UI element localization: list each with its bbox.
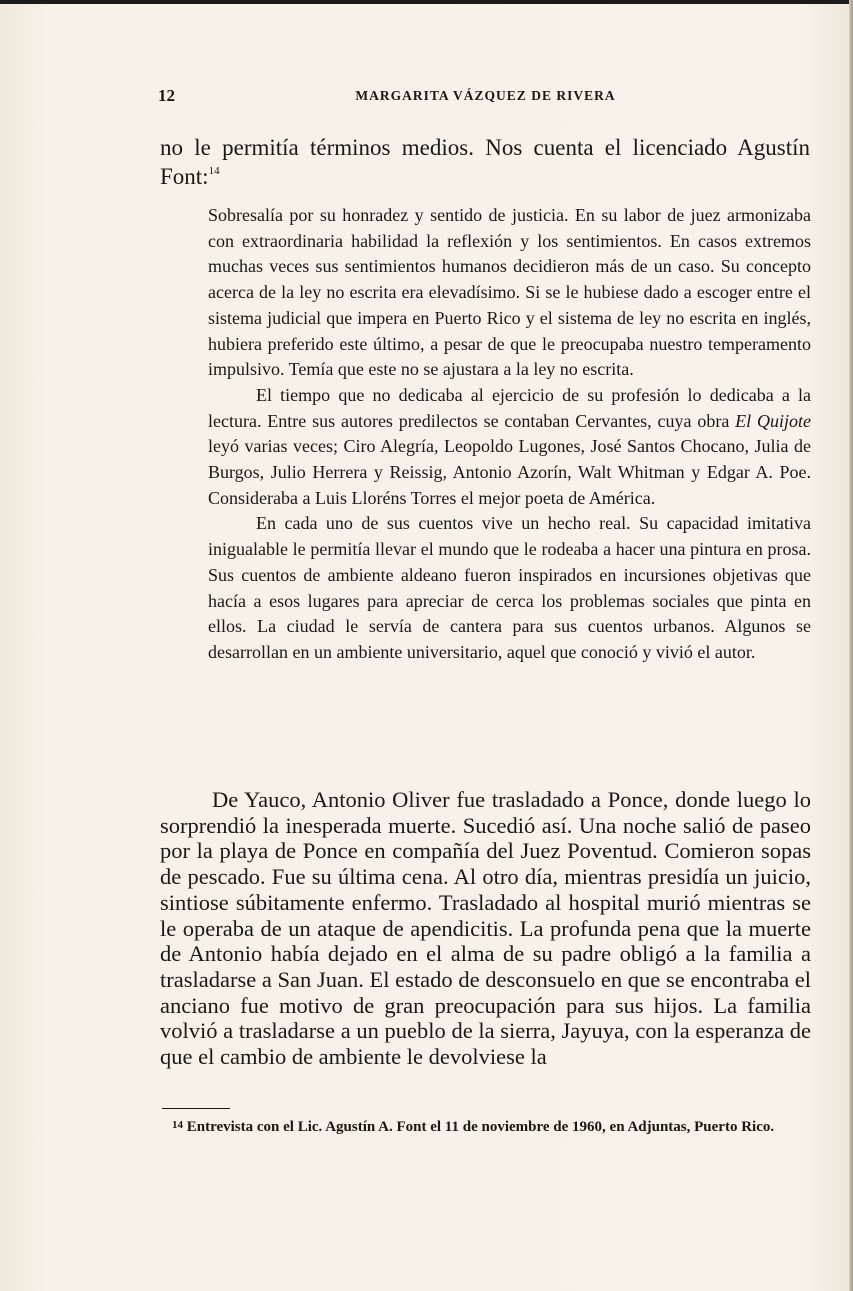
quote-paragraph-1: Sobresalía por su honradez y sentido de justicia. En su labor de juez armonizaba con extraordinaria habilidad la reflexión y los sentimientos. En casos extremos muchas veces sus sentimientos humanos decidieron más de un caso. Su concepto acerca de la ley no escrita era elevadísimo. Si se le hubiese dado a escoger entre el sistema judicial que impera en Puerto Rico y el sistema de ley no escrita en inglés, hubiera preferido este último, a pesar de que le preocupaba nuestro temperamento impulsivo. Temía que este no se ajustara a la ley no escrita. bbox=[208, 205, 811, 380]
lead-paragraph bbox=[160, 133, 810, 191]
footnote-line bbox=[162, 1115, 809, 1137]
footnote bbox=[162, 1115, 809, 1137]
main-paragraph bbox=[160, 787, 811, 1070]
quote-paragraph-2-end: leyó varias veces; Ciro Alegría, Leopoldo Lugones, José Santos Chocano, Julia de Burgos, Julio Herrera y Reissig, Antonio Azorín, Walt Whitman y Edgar A. Poe. Consideraba a Luis Lloréns Torres el mejor poeta de América. bbox=[208, 436, 811, 508]
running-head: MARGARITA VÁZQUEZ DE RIVERA bbox=[355, 88, 616, 103]
main-text: De Yauco, Antonio Oliver fue trasladado a Ponce, donde luego lo sorprendió la inesperada muerte. Sucedió así. Una noche salió de paseo por la playa de Ponce en compañía del Juez Poventud. Comieron sopas de pescado. Fue su última cena. Al otro día, mientras presidía un juicio, sintiose súbitamente enfermo. Trasladado al hospital murió mientras se le operaba de un ataque de apendicitis. La profunda pena que la muerte de Antonio había dejado en el alma de su padre obligó a la familia a trasladarse a San Juan. El estado de desconsuelo en que se encontraba el anciano fue motivo de gran preocupación para sus hijos. La familia volvió a trasladarse a un pueblo de la sierra, Jayuya, con la esperanza de que el cambio de ambiente le devolviese la bbox=[160, 787, 811, 1070]
book-title: El Quijote bbox=[735, 410, 811, 431]
quote-paragraph-2 bbox=[208, 383, 811, 512]
page-top-edge bbox=[0, 0, 853, 4]
lead-text: no le permitía términos medios. Nos cuenta el licenciado Agustín Font: bbox=[160, 135, 810, 189]
footnote-text: Entrevista con el Lic. Agustín A. Font el 11 de noviembre de 1960, en Adjuntas, Puerto Rico. bbox=[183, 1119, 775, 1135]
footnote-reference: 14 bbox=[208, 165, 220, 177]
page-right-edge bbox=[849, 0, 853, 1291]
page-header bbox=[158, 86, 813, 108]
quote-paragraph-2-start: El tiempo que no dedicaba al ejercicio de su profesión lo dedicaba a la lectura. Entre sus autores predilectos se contaban Cervantes, cuya obra bbox=[208, 384, 811, 431]
page-number: 12 bbox=[158, 86, 175, 105]
lead-text-line bbox=[160, 133, 810, 191]
block-quote bbox=[208, 203, 811, 666]
footnote-number: 14 bbox=[172, 1119, 183, 1131]
quote-paragraph-3: En cada uno de sus cuentos vive un hecho real. Su capacidad imitativa inigualable le permitía llevar el mundo que le rodeaba a hacer una pintura en prosa. Sus cuentos de ambiente aldeano fueron inspirados en incursiones objetivas que hacía a esos lugares para apreciar de cerca los problemas sociales que pinta en ellos. La ciudad le servía de cantera para sus cuentos urbanos. Algunos se desarrollan en un ambiente universitario, aquel que conoció y vivió el autor. bbox=[208, 513, 811, 662]
footnote-rule bbox=[162, 1108, 230, 1109]
